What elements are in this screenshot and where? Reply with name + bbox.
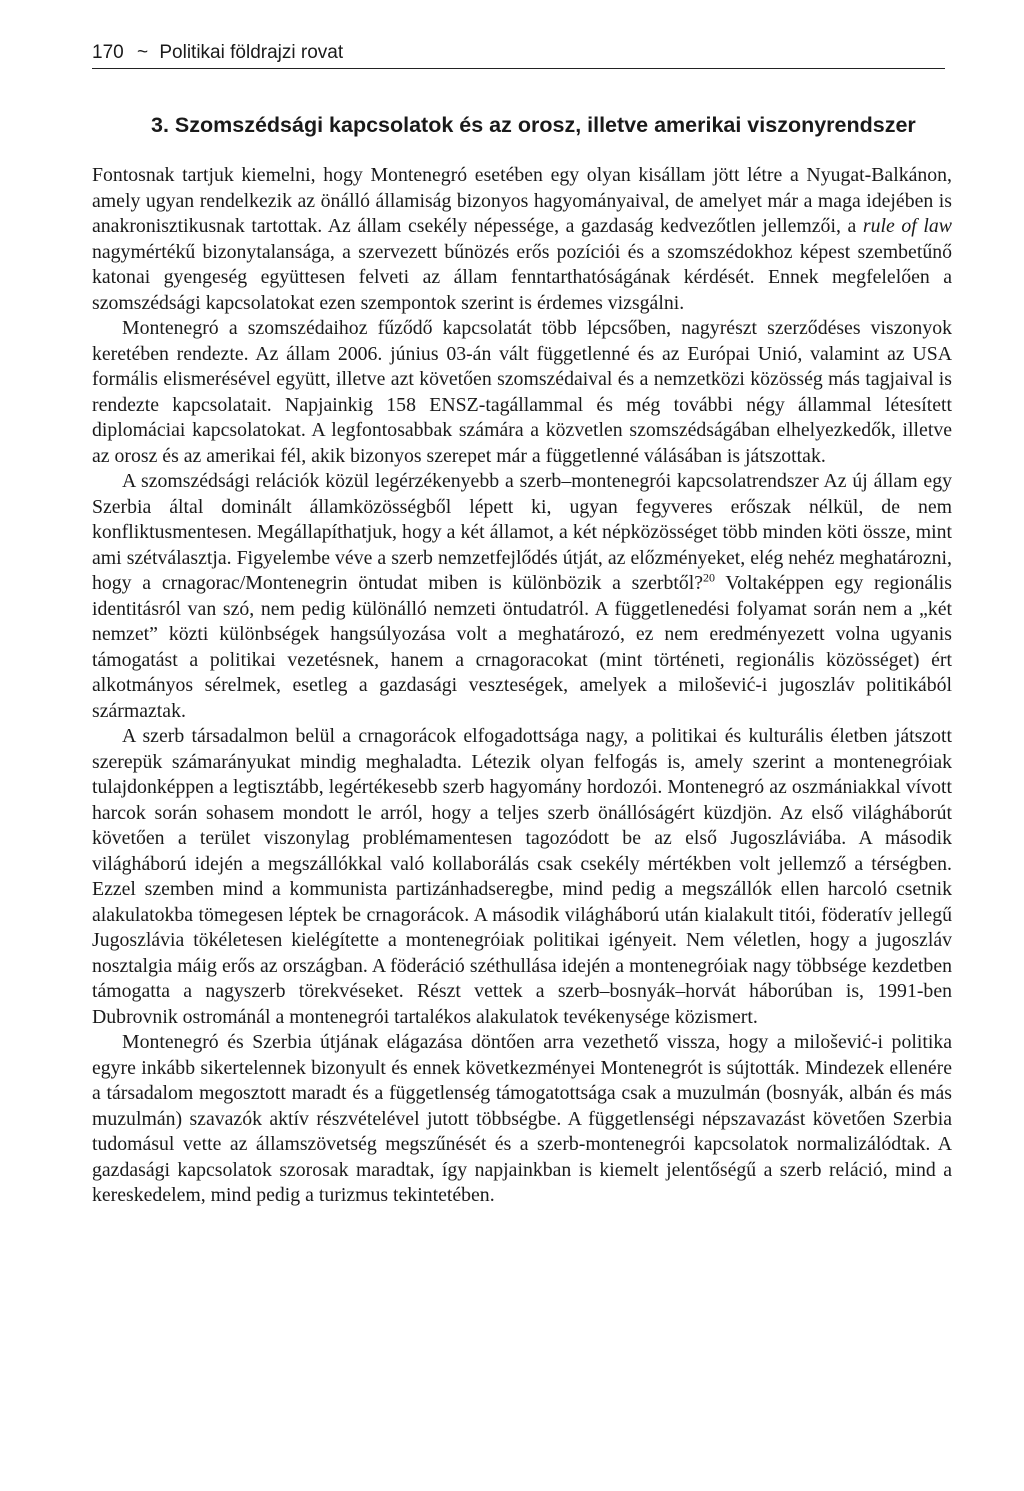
paragraph-5 <box>92 1030 952 1209</box>
paragraph-text: Montenegró a szomszédaihoz fűződő kapcsolatát több lépcsőben, nagyrészt szerződéses viszonyok keretében rendezte. Az állam 2006. június 03-án vált függetlenné és az Európai Unió, valamint az USA formális elismerésével együtt, illetve azt követően szomszédaival és a nemzetközi közösség más tagjaival is rendezte kapcsolatait. Napjainkig 158 ENSZ-tagállammal és még további négy állammal létesített diplomáciai kapcsolatokat. A legfontosabbak számára a közvetlen szomszédságában elhelyezkedők, illetve az orosz és az amerikai fél, akik bizonyos szerepet már a függetlenné válásában is játszottak. <box>92 317 952 467</box>
chapter-heading: 3. Szomszédsági kapcsolatok és az orosz, illetve amerikai viszonyrendszer <box>151 113 916 137</box>
header-separator: ~ <box>136 42 149 63</box>
paragraph-2 <box>92 316 952 469</box>
paragraph-text: Fontosnak tartjuk kiemelni, hogy Montenegró esetében egy olyan kisállam jött létre a Nyugat-Balkánon, amely ugyan rendelkezik az önálló államiság bizonyos hagyományaival, de amelyet már a maga idejében is anakronisztikusnak tartottak. Az állam csekély népessége, a gazdaság kedvezőtlen jellemzői, a <box>92 164 952 237</box>
paragraph-3 <box>92 469 952 724</box>
paragraph-4 <box>92 724 952 1030</box>
header-rule <box>92 68 945 69</box>
paragraph-1 <box>92 163 952 316</box>
paragraph-text: Montenegró és Szerbia útjának elágazása döntően arra vezethető vissza, hogy a milošević-i politika egyre inkább sikertelennek bizonyult és ennek következményei Montenegrót is sújtották. Mindezek ellenére a társadalom megosztott maradt és a függetlenség támogatottsága csak a muzulmán (bosnyák, albán és más muzulmán) szavazók aktív részvételével jutott többségbe. A függetlenségi népszavazást követően Szerbia tudomásul vette az államszövetség megszűnését és a szerb-montenegrói kapcsolatok normalizálódtak. A gazdasági kapcsolatok szorosak maradtak, így napjainkban is kiemelt jelentőségű a szerb reláció, mind a kereskedelem, mind pedig a turizmus tekintetében. <box>92 1031 952 1206</box>
paragraph-text: Voltaképpen egy regionális identitásról van szó, nem pedig különálló nemzeti öntudatról. A függetlenedési folyamat során nem a „két nemzet” közti különbségek hangsúlyozása volt a meghatározó, ez nem eredményezett volna ugyanis támogatást a politikai vezetésnek, hanem a crnagoracokat (mint történeti, regionális közösséget) ért alkotmányos sérelmek, esetleg a gazdasági veszteségek, amelyek a milošević-i jugoszláv politikából származtak. <box>92 572 952 722</box>
running-header <box>92 42 945 64</box>
emphasis-term: rule of law <box>862 215 952 237</box>
paragraph-text: A szomszédsági relációk közül legérzékenyebb a szerb–montenegrói kapcsolatrendszer Az új állam egy Szerbia által dominált államközösségből lépett ki, ugyan fegyveres erőszak nélkül, de nem konfliktusmentesen. Megállapíthatjuk, hogy a két államot, a két népközösséget több minden köti össze, mint ami szétválasztja. Figyelembe véve a szerb nemzetfejlődés útját, az előzményeket, elég nehéz meghatározni, hogy a crnagorac/Montenegrin öntudat miben is különbözik a szerbtől? <box>92 470 952 594</box>
footnote-reference[interactable]: 20 <box>703 570 716 585</box>
page-number: 170 <box>92 42 124 63</box>
section-title: Politikai földrajzi rovat <box>159 42 344 63</box>
body-text <box>92 163 952 1209</box>
paragraph-text: A szerb társadalmon belül a crnagorácok elfogadottsága nagy, a politikai és kulturális életben játszott szerepük számarányukat mindig meghaladta. Létezik olyan felfogás is, amely szerint a montenegróiak tulajdonképpen a legtisztább, legértékesebb szerb hagyomány hordozói. Montenegró az oszmániakkal vívott harcok során sohasem mondott le arról, hogy a teljes szerb önállóságért küzdjön. Az első világháborút követően a terület viszonylag problémamentesen tagozódott be az első Jugoszláviába. A második világháború idején a megszállókkal való kollaborálás csak csekély mértékben volt jellemző a térségben. Ezzel szemben mind a kommunista partizánhadseregbe, mind pedig a megszállók ellen harcoló csetnik alakulatokba tömegesen léptek be crnagorácok. A második világháború után kialakult titói, föderatív jellegű Jugoszlávia tökéletesen kielégítette a montenegróiak politikai igényeit. Nem véletlen, hogy a jugoszláv nosztalgia máig erős az országban. A föderáció széthullása idején a montenegróiak nagy többsége kezdetben támogatta a nagyszerb törekvéseket. Részt vettek a szerb–bosnyák–horvát háborúban is, 1991-ben Dubrovnik ostrománál a montenegrói tartalékos alakulatok tevékenysége közismert. <box>92 725 952 1028</box>
paragraph-text: nagymértékű bizonytalansága, a szervezett bűnözés erős pozíciói és a szomszédokhoz képest szembetűnő katonai gyengeség együttesen felveti az állam fenntarthatóságának kérdését. Ennek megfelelően a szomszédsági kapcsolatokat ezen szempontok szerint is érdemes vizsgálni. <box>92 240 952 314</box>
